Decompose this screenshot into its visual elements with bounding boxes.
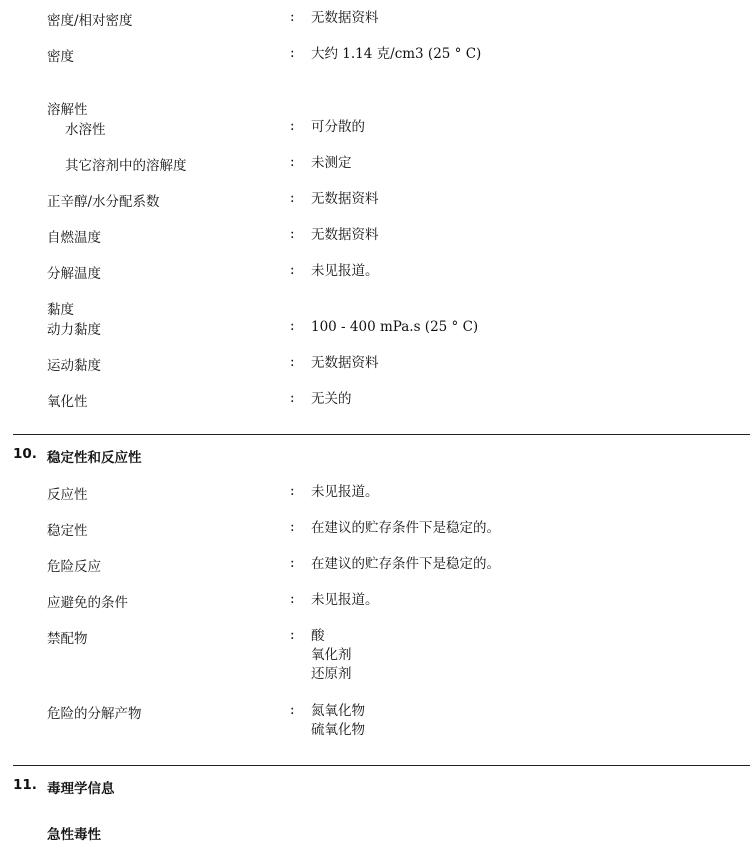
colon: :: [290, 390, 295, 406]
section-divider: [13, 434, 750, 435]
colon: :: [290, 118, 295, 134]
prop-label: 密度: [47, 49, 74, 65]
prop-value: 无关的: [311, 391, 352, 407]
colon: :: [290, 226, 295, 242]
prop-label: 应避免的条件: [47, 595, 128, 611]
prop-value: 氮氧化物: [311, 703, 365, 719]
group-heading: 黏度: [47, 302, 74, 318]
prop-label: 氧化性: [47, 394, 88, 410]
prop-label: 动力黏度: [47, 322, 101, 338]
colon: :: [290, 45, 295, 61]
prop-label: 运动黏度: [47, 358, 101, 374]
prop-label: 分解温度: [47, 266, 101, 282]
prop-label: 其它溶剂中的溶解度: [65, 158, 187, 174]
colon: :: [290, 519, 295, 535]
prop-label: 稳定性: [47, 523, 88, 539]
prop-value: 未见报道。: [311, 592, 379, 608]
prop-value: 无数据资料: [311, 227, 379, 243]
section-title: 稳定性和反应性: [47, 450, 142, 466]
prop-value: 在建议的贮存条件下是稳定的。: [311, 520, 500, 536]
prop-label: 危险反应: [47, 559, 101, 575]
section-number: 11.: [13, 777, 37, 793]
section-divider: [13, 765, 750, 766]
colon: :: [290, 318, 295, 334]
prop-label: 危险的分解产物: [47, 706, 142, 722]
prop-value: 未见报道。: [311, 263, 379, 279]
prop-value: 100 - 400 mPa.s (25 ° C): [311, 319, 479, 335]
prop-value: 氧化剂: [311, 647, 352, 663]
colon: :: [290, 9, 295, 25]
prop-value: 未测定: [311, 155, 352, 171]
prop-label: 自燃温度: [47, 230, 101, 246]
colon: :: [290, 154, 295, 170]
prop-label: 正辛醇/水分配系数: [47, 194, 160, 210]
prop-value: 可分散的: [311, 119, 365, 135]
prop-value: 无数据资料: [311, 355, 379, 371]
colon: :: [290, 262, 295, 278]
prop-label: 反应性: [47, 487, 88, 503]
prop-value: 无数据资料: [311, 10, 379, 26]
prop-label: 密度/相对密度: [47, 13, 133, 29]
group-heading: 溶解性: [47, 102, 88, 118]
section-title: 毒理学信息: [47, 781, 115, 797]
colon: :: [290, 591, 295, 607]
colon: :: [290, 555, 295, 571]
colon: :: [290, 190, 295, 206]
subsection-title: 急性毒性: [47, 827, 101, 843]
colon: :: [290, 354, 295, 370]
prop-value: 硫氧化物: [311, 722, 365, 738]
prop-value: 在建议的贮存条件下是稳定的。: [311, 556, 500, 572]
colon: :: [290, 483, 295, 499]
prop-value: 酸: [311, 628, 325, 644]
prop-value: 未见报道。: [311, 484, 379, 500]
section-number: 10.: [13, 446, 37, 462]
prop-value: 大约 1.14 克/cm3 (25 ° C): [311, 46, 482, 62]
colon: :: [290, 627, 295, 643]
prop-value: 无数据资料: [311, 191, 379, 207]
prop-label: 水溶性: [65, 122, 106, 138]
prop-value: 还原剂: [311, 666, 352, 682]
prop-label: 禁配物: [47, 631, 88, 647]
colon: :: [290, 702, 295, 718]
